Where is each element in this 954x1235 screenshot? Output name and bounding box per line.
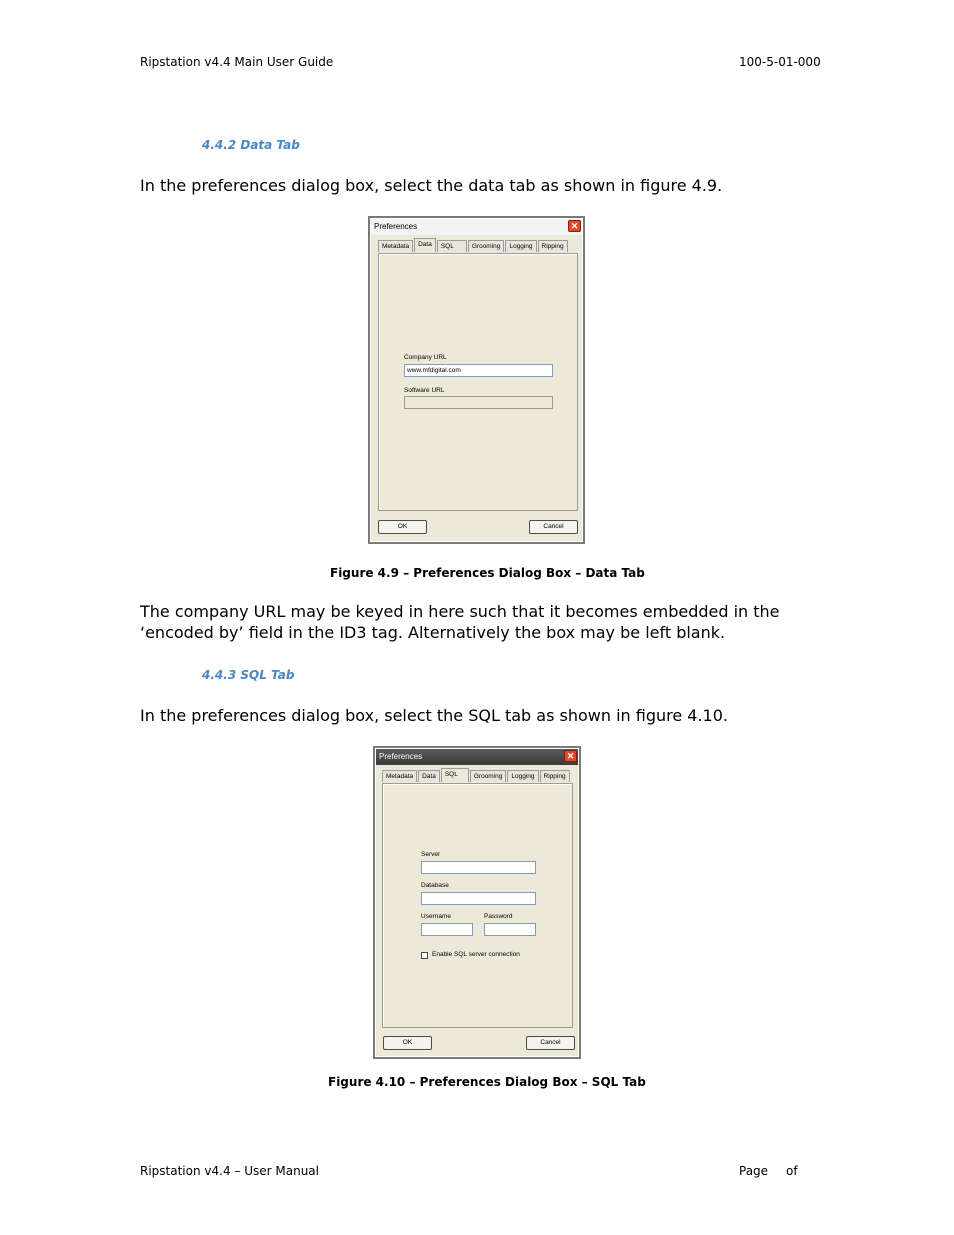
company-url-input[interactable]: www.mfdigital.com [404, 364, 553, 377]
tab-panel [378, 253, 578, 511]
tab-strip [382, 770, 571, 783]
footer-left: Ripstation v4.4 – User Manual [140, 1164, 319, 1178]
tab-metadata[interactable]: Metadata [378, 240, 413, 252]
cancel-button[interactable]: Cancel [529, 520, 578, 534]
tab-data[interactable]: Data [418, 770, 440, 782]
footer-page-label: Page [739, 1164, 769, 1178]
close-button[interactable]: ✕ [564, 750, 577, 762]
dialog-title: Preferences [376, 749, 578, 765]
figure-caption-4-10: Figure 4.10 – Preferences Dialog Box – SQL Tab [328, 1075, 646, 1089]
section-heading-data-tab: 4.4.2 Data Tab [202, 138, 300, 152]
tab-ripping[interactable]: Ripping [538, 240, 568, 252]
software-url-label: Software URL [404, 387, 445, 394]
username-input[interactable] [421, 923, 473, 936]
tab-logging[interactable]: Logging [505, 240, 536, 252]
dialog-title: Preferences [371, 219, 582, 235]
username-label: Username [421, 913, 451, 920]
tab-data[interactable]: Data [414, 238, 436, 252]
enable-sql-checkbox[interactable] [421, 952, 428, 959]
tab-metadata[interactable]: Metadata [382, 770, 417, 782]
database-label: Database [421, 882, 449, 889]
preferences-dialog-data [368, 216, 585, 544]
tab-strip [378, 240, 569, 253]
database-input[interactable] [421, 892, 536, 905]
tab-panel [382, 783, 573, 1028]
tab-sql[interactable]: SQL [441, 768, 469, 782]
section-heading-sql-tab: 4.4.3 SQL Tab [202, 668, 295, 682]
data-tab-description-line1: The company URL may be keyed in here such that it becomes embedded in the [140, 602, 780, 621]
data-tab-description-line2: ‘encoded by’ field in the ID3 tag. Alternatively the box may be left blank. [140, 623, 726, 642]
cancel-button[interactable]: Cancel [526, 1036, 575, 1050]
tab-grooming[interactable]: Grooming [468, 240, 505, 252]
software-url-input[interactable] [404, 396, 553, 409]
server-input[interactable] [421, 861, 536, 874]
footer-of-label: of [786, 1164, 798, 1178]
ok-button[interactable]: OK [383, 1036, 432, 1050]
tab-ripping[interactable]: Ripping [540, 770, 570, 782]
preferences-dialog-sql [373, 746, 581, 1059]
figure-caption-4-9: Figure 4.9 – Preferences Dialog Box – Data Tab [330, 566, 645, 580]
enable-sql-label: Enable SQL server connection [432, 951, 520, 958]
tab-sql[interactable]: SQL [437, 240, 467, 252]
password-input[interactable] [484, 923, 536, 936]
company-url-label: Company URL [404, 354, 447, 361]
ok-button[interactable]: OK [378, 520, 427, 534]
sql-tab-intro: In the preferences dialog box, select the SQL tab as shown in figure 4.10. [140, 706, 728, 725]
tab-logging[interactable]: Logging [507, 770, 538, 782]
header-left: Ripstation v4.4 Main User Guide [140, 55, 334, 69]
server-label: Server [421, 851, 441, 858]
tab-grooming[interactable]: Grooming [470, 770, 507, 782]
password-label: Password [484, 913, 513, 920]
header-right: 100-5-01-000 [739, 55, 821, 69]
close-button[interactable]: ✕ [568, 220, 581, 232]
data-tab-intro: In the preferences dialog box, select the data tab as shown in figure 4.9. [140, 176, 723, 195]
